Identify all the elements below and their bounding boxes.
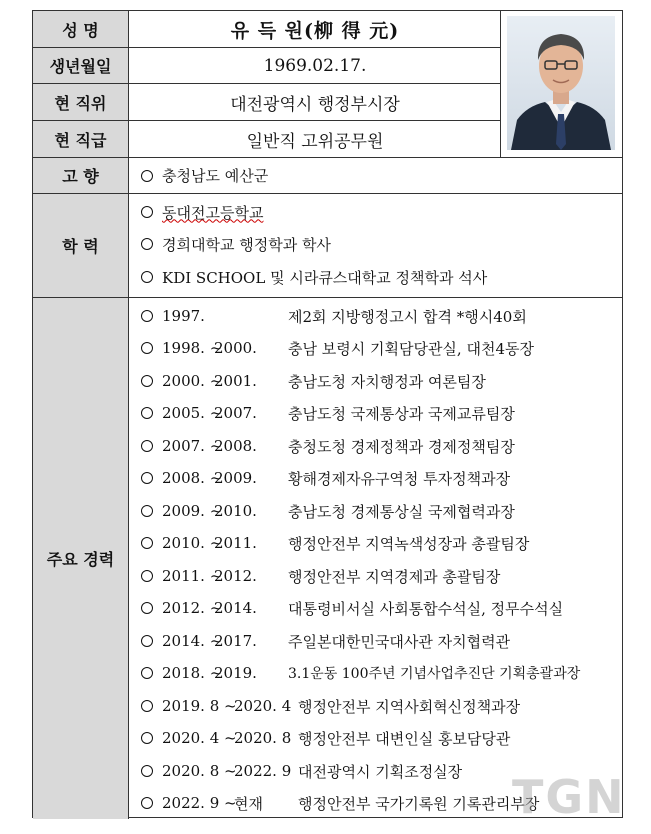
career-start: 2000. ~ — [162, 372, 223, 390]
career-label: 주요 경력 — [33, 298, 129, 819]
photo-cell — [500, 11, 622, 157]
career-start: 2020. 4 ~ — [162, 729, 237, 747]
circle-bullet-icon — [141, 310, 153, 322]
career-item — [141, 593, 563, 623]
career-item — [141, 658, 580, 688]
grade-value: 일반직 고위공무원 — [246, 131, 384, 152]
career-end: 2020. 4 — [234, 697, 292, 715]
education-item — [141, 262, 487, 292]
career-end: 2008. — [214, 437, 257, 455]
career-desc: 행정안전부 대변인실 홍보담당관 — [298, 729, 511, 748]
circle-bullet-icon — [141, 732, 153, 744]
circle-bullet-icon — [141, 537, 153, 549]
career-item — [141, 366, 486, 396]
circle-bullet-icon — [141, 206, 153, 218]
career-desc: 3.1운동 100주년 기념사업추진단 기획총괄과장 — [288, 666, 581, 682]
education-item — [141, 197, 263, 227]
watermark-logo: TGN — [512, 770, 626, 824]
education-text: KDI SCHOOL 및 시라큐스대학교 정책학과 석사 — [162, 268, 488, 287]
career-start: 2008. ~ — [162, 469, 223, 487]
position-value: 대전광역시 행정부시장 — [230, 94, 400, 115]
career-end: 2010. — [214, 502, 257, 520]
education-text: 동대전고등학교 — [162, 203, 264, 222]
divider — [33, 157, 622, 158]
career-desc: 충남도청 국제통상과 국제교류팀장 — [288, 404, 515, 423]
career-end: 2017. — [214, 632, 257, 650]
career-end: 2022. 9 — [234, 762, 292, 780]
divider — [33, 193, 622, 194]
circle-bullet-icon — [141, 602, 153, 614]
career-end: 2019. — [214, 664, 257, 682]
career-end: 2014. — [214, 599, 257, 617]
career-end: 2011. — [214, 534, 257, 552]
career-item — [141, 788, 539, 818]
career-desc: 행정안전부 지역녹색성장과 총괄팀장 — [288, 534, 530, 553]
career-desc: 주일본대한민국대사관 자치협력관 — [288, 632, 511, 651]
career-start: 2011. ~ — [162, 567, 223, 585]
career-end: 2001. — [214, 372, 257, 390]
career-desc: 대전광역시 기획조정실장 — [298, 762, 463, 781]
career-start: 2022. 9 ~ — [162, 794, 237, 812]
circle-bullet-icon — [141, 667, 153, 679]
career-desc: 충남도청 자치행정과 여론팀장 — [288, 372, 486, 391]
career-desc: 충남도청 경제통상실 국제협력과장 — [288, 502, 515, 521]
career-start: 2005. ~ — [162, 404, 223, 422]
career-end: 2007. — [214, 404, 257, 422]
career-item — [141, 301, 527, 331]
career-end: 2020. 8 — [234, 729, 292, 747]
career-start: 2009. ~ — [162, 502, 223, 520]
circle-bullet-icon — [141, 765, 153, 777]
career-item — [141, 691, 520, 721]
career-end: 2009. — [214, 469, 257, 487]
circle-bullet-icon — [141, 700, 153, 712]
career-start: 2010. ~ — [162, 534, 223, 552]
circle-bullet-icon — [141, 271, 153, 283]
career-start: 2014. ~ — [162, 632, 223, 650]
circle-bullet-icon — [141, 797, 153, 809]
career-desc: 대통령비서실 사회통합수석실, 정무수석실 — [288, 599, 564, 618]
career-desc: 충남 보령시 기획담당관실, 대천4동장 — [288, 339, 534, 358]
career-start: 2020. 8 ~ — [162, 762, 237, 780]
education-item — [141, 229, 331, 259]
career-desc: 행정안전부 국가기록원 기록관리부장 — [298, 794, 540, 813]
circle-bullet-icon — [141, 375, 153, 387]
career-item — [141, 398, 515, 428]
circle-bullet-icon — [141, 505, 153, 517]
name-label: 성 명 — [33, 11, 129, 47]
circle-bullet-icon — [141, 170, 153, 182]
career-start: 2012. ~ — [162, 599, 223, 617]
career-desc: 제2회 지방행정고시 합격 *행시40회 — [288, 307, 527, 326]
circle-bullet-icon — [141, 570, 153, 582]
career-item — [141, 528, 529, 558]
career-item — [141, 626, 510, 656]
education-label: 학 력 — [33, 194, 129, 297]
circle-bullet-icon — [141, 440, 153, 452]
hometown-row — [141, 158, 268, 193]
career-desc: 황해경제자유구역청 투자정책과장 — [288, 469, 511, 488]
career-start: 2019. 8 ~ — [162, 697, 237, 715]
career-end: 2000. — [214, 339, 257, 357]
career-item — [141, 756, 462, 786]
career-item — [141, 496, 515, 526]
career-start: 1998. ~ — [162, 339, 223, 357]
circle-bullet-icon — [141, 635, 153, 647]
career-item — [141, 561, 500, 591]
career-end: 2012. — [214, 567, 257, 585]
career-end: 현재 — [234, 794, 263, 813]
career-desc: 충청도청 경제정책과 경제정책팀장 — [288, 437, 515, 456]
birth-value: 1969.02.17. — [263, 55, 367, 76]
career-start: 2007. ~ — [162, 437, 223, 455]
circle-bullet-icon — [141, 472, 153, 484]
career-desc: 행정안전부 지역경제과 총괄팀장 — [288, 567, 501, 586]
career-item — [141, 333, 534, 363]
career-item — [141, 723, 510, 753]
career-item — [141, 463, 510, 493]
circle-bullet-icon — [141, 342, 153, 354]
circle-bullet-icon — [141, 238, 153, 250]
career-start: 1997. — [162, 307, 205, 325]
birth-label: 생년월일 — [33, 48, 129, 83]
grade-label: 현 직급 — [33, 121, 129, 157]
career-item — [141, 431, 515, 461]
profile-table — [32, 10, 623, 818]
career-desc: 행정안전부 지역사회혁신정책과장 — [298, 697, 521, 716]
career-start: 2018. ~ — [162, 664, 223, 682]
education-text: 경희대학교 행정학과 학사 — [162, 235, 331, 254]
portrait-photo — [507, 16, 615, 150]
divider — [33, 297, 622, 298]
circle-bullet-icon — [141, 407, 153, 419]
position-label: 현 직위 — [33, 84, 129, 120]
name-value: 유 득 원(柳 得 元) — [230, 19, 400, 42]
hometown-label: 고 향 — [33, 158, 129, 193]
hometown-value: 충청남도 예산군 — [162, 167, 269, 185]
